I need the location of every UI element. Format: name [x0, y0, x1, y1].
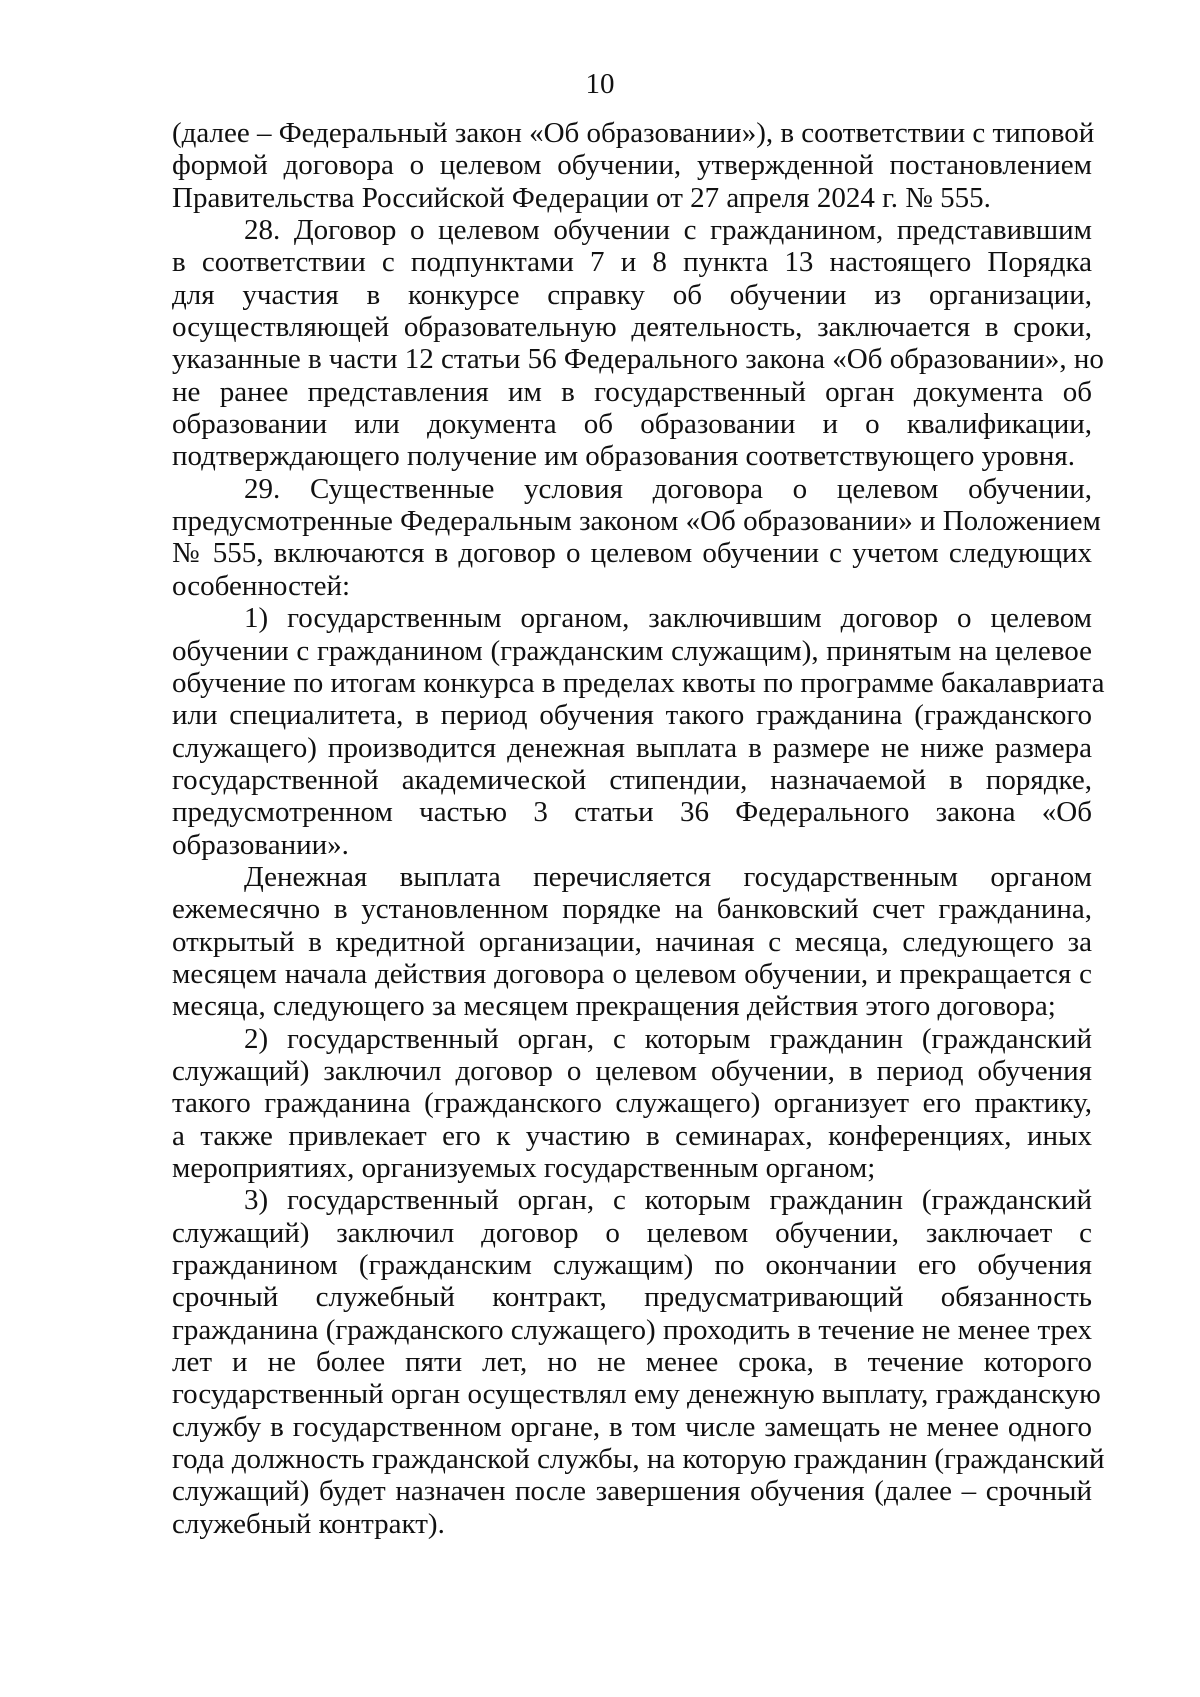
- text-line: года должность гражданской службы, на которую гражданин (гражданский: [172, 1443, 1105, 1476]
- text-line: службу в государственном органе, в том числе замещать не менее одного: [172, 1410, 1092, 1443]
- paragraph: [172, 1023, 1092, 1185]
- text-line: 29. Существенные условия договора о целевом обучении,: [244, 472, 1092, 505]
- text-line: предусмотренные Федеральным законом «Об образовании» и Положением: [172, 505, 1101, 538]
- text-line: государственной академической стипендии, назначаемой в порядке,: [172, 763, 1092, 796]
- text-line: месяцем начала действия договора о целевом обучении, и прекращается с: [172, 957, 1092, 990]
- text-line: 1) государственным органом, заключившим договор о целевом: [244, 602, 1092, 635]
- text-line: особенностей:: [172, 569, 351, 602]
- text-line: служащий) заключил договор о целевом обучении, заключает с: [172, 1216, 1092, 1249]
- text-line: не ранее представления им в государственный орган документа об: [172, 375, 1092, 408]
- paragraph: [172, 117, 1095, 214]
- text-line: 3) государственный орган, с которым гражданин (гражданский: [244, 1184, 1092, 1217]
- text-line: срочный служебный контракт, предусматривающий обязанность: [172, 1281, 1092, 1314]
- text-line: служащий) будет назначен после завершения обучения (далее – срочный: [172, 1475, 1092, 1508]
- text-line: осуществляющей образовательную деятельность, заключается в сроки,: [172, 311, 1092, 344]
- text-line: такого гражданина (гражданского служащего) организует его практику,: [172, 1087, 1092, 1120]
- text-line: Денежная выплата перечисляется государственным органом: [244, 860, 1092, 893]
- paragraph: [172, 602, 1105, 861]
- text-line: гражданина (гражданского служащего) проходить в течение не менее трех: [172, 1313, 1092, 1346]
- text-line: подтверждающего получение им образования соответствующего уровня.: [172, 440, 1075, 473]
- paragraph: [172, 1184, 1105, 1540]
- text-line: служащий) заключил договор о целевом обучении, в период обучения: [172, 1054, 1092, 1087]
- text-line: мероприятиях, организуемых государственным органом;: [172, 1152, 876, 1184]
- text-line: образовании или документа об образовании и о квалификации,: [172, 408, 1092, 441]
- paragraph: [172, 472, 1101, 602]
- text-line: предусмотренном частью 3 статьи 36 Федерального закона «Об: [172, 796, 1092, 829]
- text-line: в соответствии с подпунктами 7 и 8 пункта 13 настоящего Порядка: [172, 246, 1092, 279]
- text-line: формой договора о целевом обучении, утвержденной постановлением: [172, 149, 1092, 182]
- page-number: 10: [585, 68, 615, 100]
- text-line: образовании».: [172, 828, 349, 861]
- text-line: а также привлекает его к участию в семинарах, конференциях, иных: [172, 1119, 1092, 1152]
- text-line: для участия в конкурсе справку об обучении из организации,: [172, 278, 1092, 311]
- text-line: государственный орган осуществлял ему денежную выплату, гражданскую: [172, 1378, 1101, 1411]
- text-line: (далее – Федеральный закон «Об образовании»), в соответствии с типовой: [172, 117, 1095, 149]
- text-line: служебный контракт).: [172, 1507, 445, 1540]
- text-line: гражданином (гражданским служащим) по окончании его обучения: [172, 1249, 1092, 1282]
- text-line: 2) государственный орган, с которым гражданин (гражданский: [244, 1022, 1092, 1055]
- text-line: № 555, включаются в договор о целевом обучении с учетом следующих: [172, 537, 1092, 570]
- text-line: лет и не более пяти лет, но не менее срока, в течение которого: [172, 1346, 1092, 1379]
- text-line: ежемесячно в установленном порядке на банковский счет гражданина,: [172, 893, 1092, 926]
- paragraph: [172, 861, 1092, 1023]
- text-line: указанные в части 12 статьи 56 Федерального закона «Об образовании», но: [172, 343, 1104, 376]
- text-line: Правительства Российской Федерации от 27 апреля 2024 г. № 555.: [172, 181, 991, 214]
- text-line: месяца, следующего за месяцем прекращения действия этого договора;: [172, 990, 1056, 1023]
- paragraph: [172, 214, 1104, 473]
- text-line: или специалитета, в период обучения такого гражданина (гражданского: [172, 699, 1092, 732]
- text-line: открытый в кредитной организации, начиная с месяца, следующего за: [172, 925, 1092, 958]
- text-line: обучение по итогам конкурса в пределах квоты по программе бакалавриата: [172, 666, 1105, 699]
- text-line: служащего) производится денежная выплата в размере не ниже размера: [172, 731, 1092, 764]
- text-line: 28. Договор о целевом обучении с гражданином, представившим: [244, 214, 1092, 247]
- text-line: обучении с гражданином (гражданским служащим), принятым на целевое: [172, 634, 1092, 667]
- document-body: [172, 117, 1105, 1540]
